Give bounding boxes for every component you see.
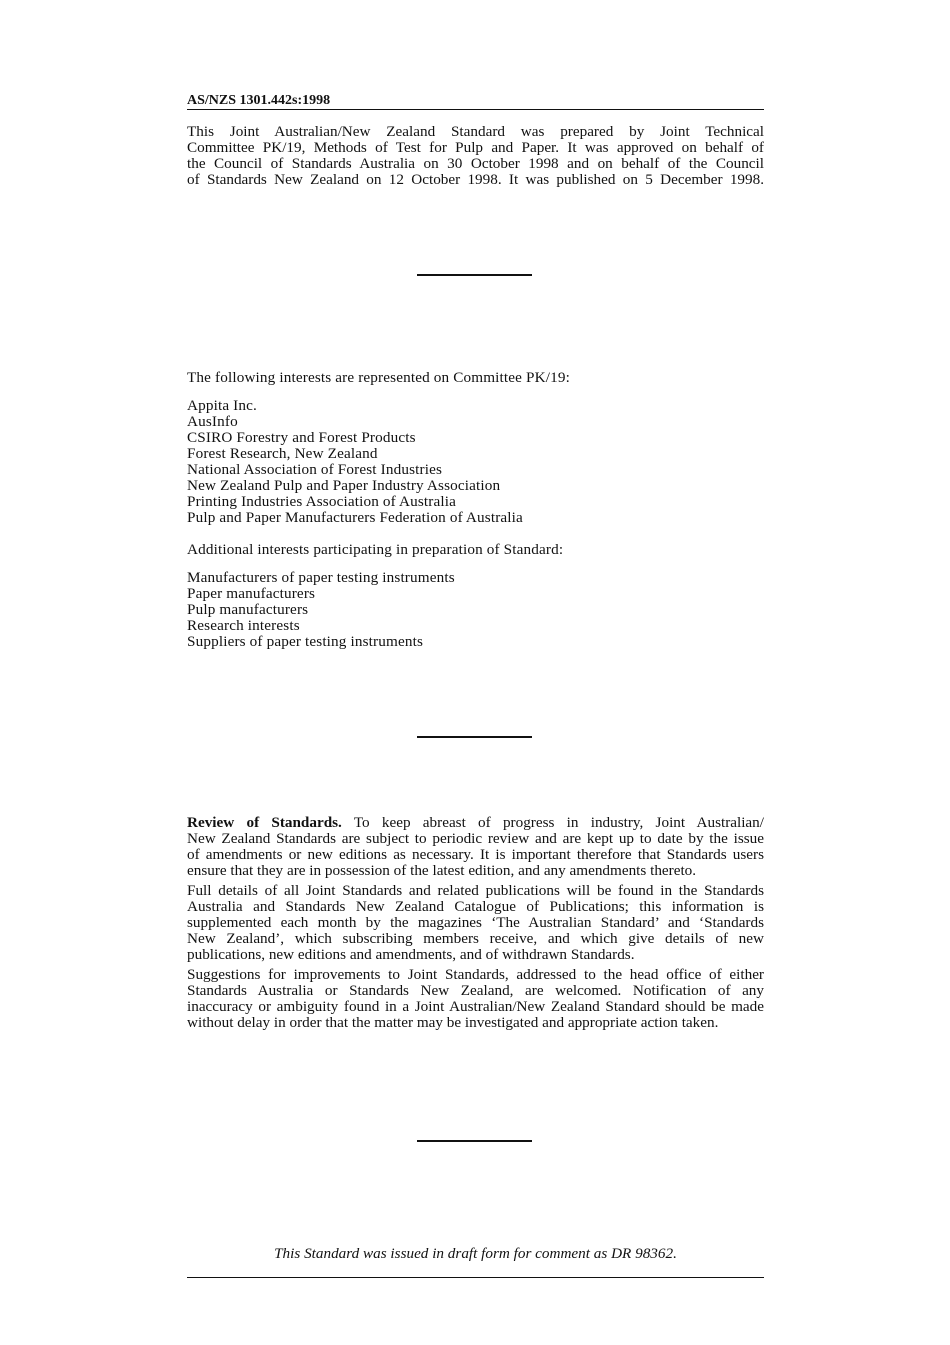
list-item: National Association of Forest Industries xyxy=(187,461,443,478)
intro-line: This Joint Australian/New Zealand Standard was prepared by Joint Technical xyxy=(187,123,764,140)
review-line: publications, new editions and amendments, and of withdrawn Standards. xyxy=(187,946,635,963)
list-item: Suppliers of paper testing instruments xyxy=(187,633,424,650)
list-item: Printing Industries Association of Australia xyxy=(187,493,456,510)
review-line: Australia and Standards New Zealand Catalogue of Publications; this information is xyxy=(187,898,764,915)
section-separator xyxy=(417,736,532,738)
review-line: New Zealand Standards are subject to periodic review and are kept up to date by the issue xyxy=(187,830,764,847)
review-line: of amendments or new editions as necessary. It is important therefore that Standards users xyxy=(187,846,764,863)
footer-rule xyxy=(187,1277,764,1278)
list-item: AusInfo xyxy=(187,413,238,430)
list-item: Manufacturers of paper testing instruments xyxy=(187,569,455,586)
review-first-line-text: To keep abreast of progress in industry, Joint Australian/ xyxy=(341,814,764,831)
review-line: ensure that they are in possession of the latest edition, and any amendments thereto. xyxy=(187,862,697,879)
review-paragraph-3 xyxy=(187,967,764,1031)
document-number: AS/NZS 1301.442s:1998 xyxy=(187,93,331,108)
draft-note: This Standard was issued in draft form for comment as DR 98362. xyxy=(274,1245,677,1262)
review-of-standards xyxy=(187,815,764,1035)
review-line: without delay in order that the matter may be investigated and appropriate action taken. xyxy=(187,1014,719,1031)
additional-interests-heading: Additional interests participating in preparation of Standard: xyxy=(187,541,564,558)
review-paragraph-2 xyxy=(187,883,764,963)
review-line: Suggestions for improvements to Joint Standards, addressed to the head office of either xyxy=(187,966,764,983)
review-line: supplemented each month by the magazines ‘The Australian Standard’ and ‘Standards xyxy=(187,914,764,931)
intro-paragraph xyxy=(187,124,764,188)
header-rule xyxy=(187,109,764,110)
intro-line: the Council of Standards Australia on 30 October 1998 and on behalf of the Council xyxy=(187,155,764,172)
review-line: New Zealand’, which subscribing members receive, and which give details of new xyxy=(187,930,764,947)
intro-line: Committee PK/19, Methods of Test for Pulp and Paper. It was approved on behalf of xyxy=(187,139,764,156)
list-item: New Zealand Pulp and Paper Industry Association xyxy=(187,477,501,494)
section-separator xyxy=(417,274,532,276)
list-item: Pulp manufacturers xyxy=(187,601,309,618)
list-item: Research interests xyxy=(187,617,300,634)
review-first-line xyxy=(187,815,764,831)
list-item: Paper manufacturers xyxy=(187,585,316,602)
list-item: Forest Research, New Zealand xyxy=(187,445,378,462)
section-separator xyxy=(417,1140,532,1142)
committee-heading: The following interests are represented on Committee PK/19: xyxy=(187,369,570,386)
intro-line: of Standards New Zealand on 12 October 1998. It was published on 5 December 1998. xyxy=(187,171,764,188)
review-line: inaccuracy or ambiguity found in a Joint Australian/New Zealand Standard should be made xyxy=(187,998,764,1015)
review-line: Full details of all Joint Standards and related publications will be found in the Standards xyxy=(187,882,764,899)
review-title: Review of Standards. xyxy=(187,814,342,831)
committee-members-list xyxy=(187,398,764,526)
review-line: Standards Australia or Standards New Zealand, are welcomed. Notification of any xyxy=(187,982,764,999)
list-item: Pulp and Paper Manufacturers Federation of Australia xyxy=(187,509,523,526)
review-paragraph-1 xyxy=(187,815,764,879)
additional-interests-list xyxy=(187,570,764,650)
list-item: CSIRO Forestry and Forest Products xyxy=(187,429,416,446)
list-item: Appita Inc. xyxy=(187,397,257,414)
